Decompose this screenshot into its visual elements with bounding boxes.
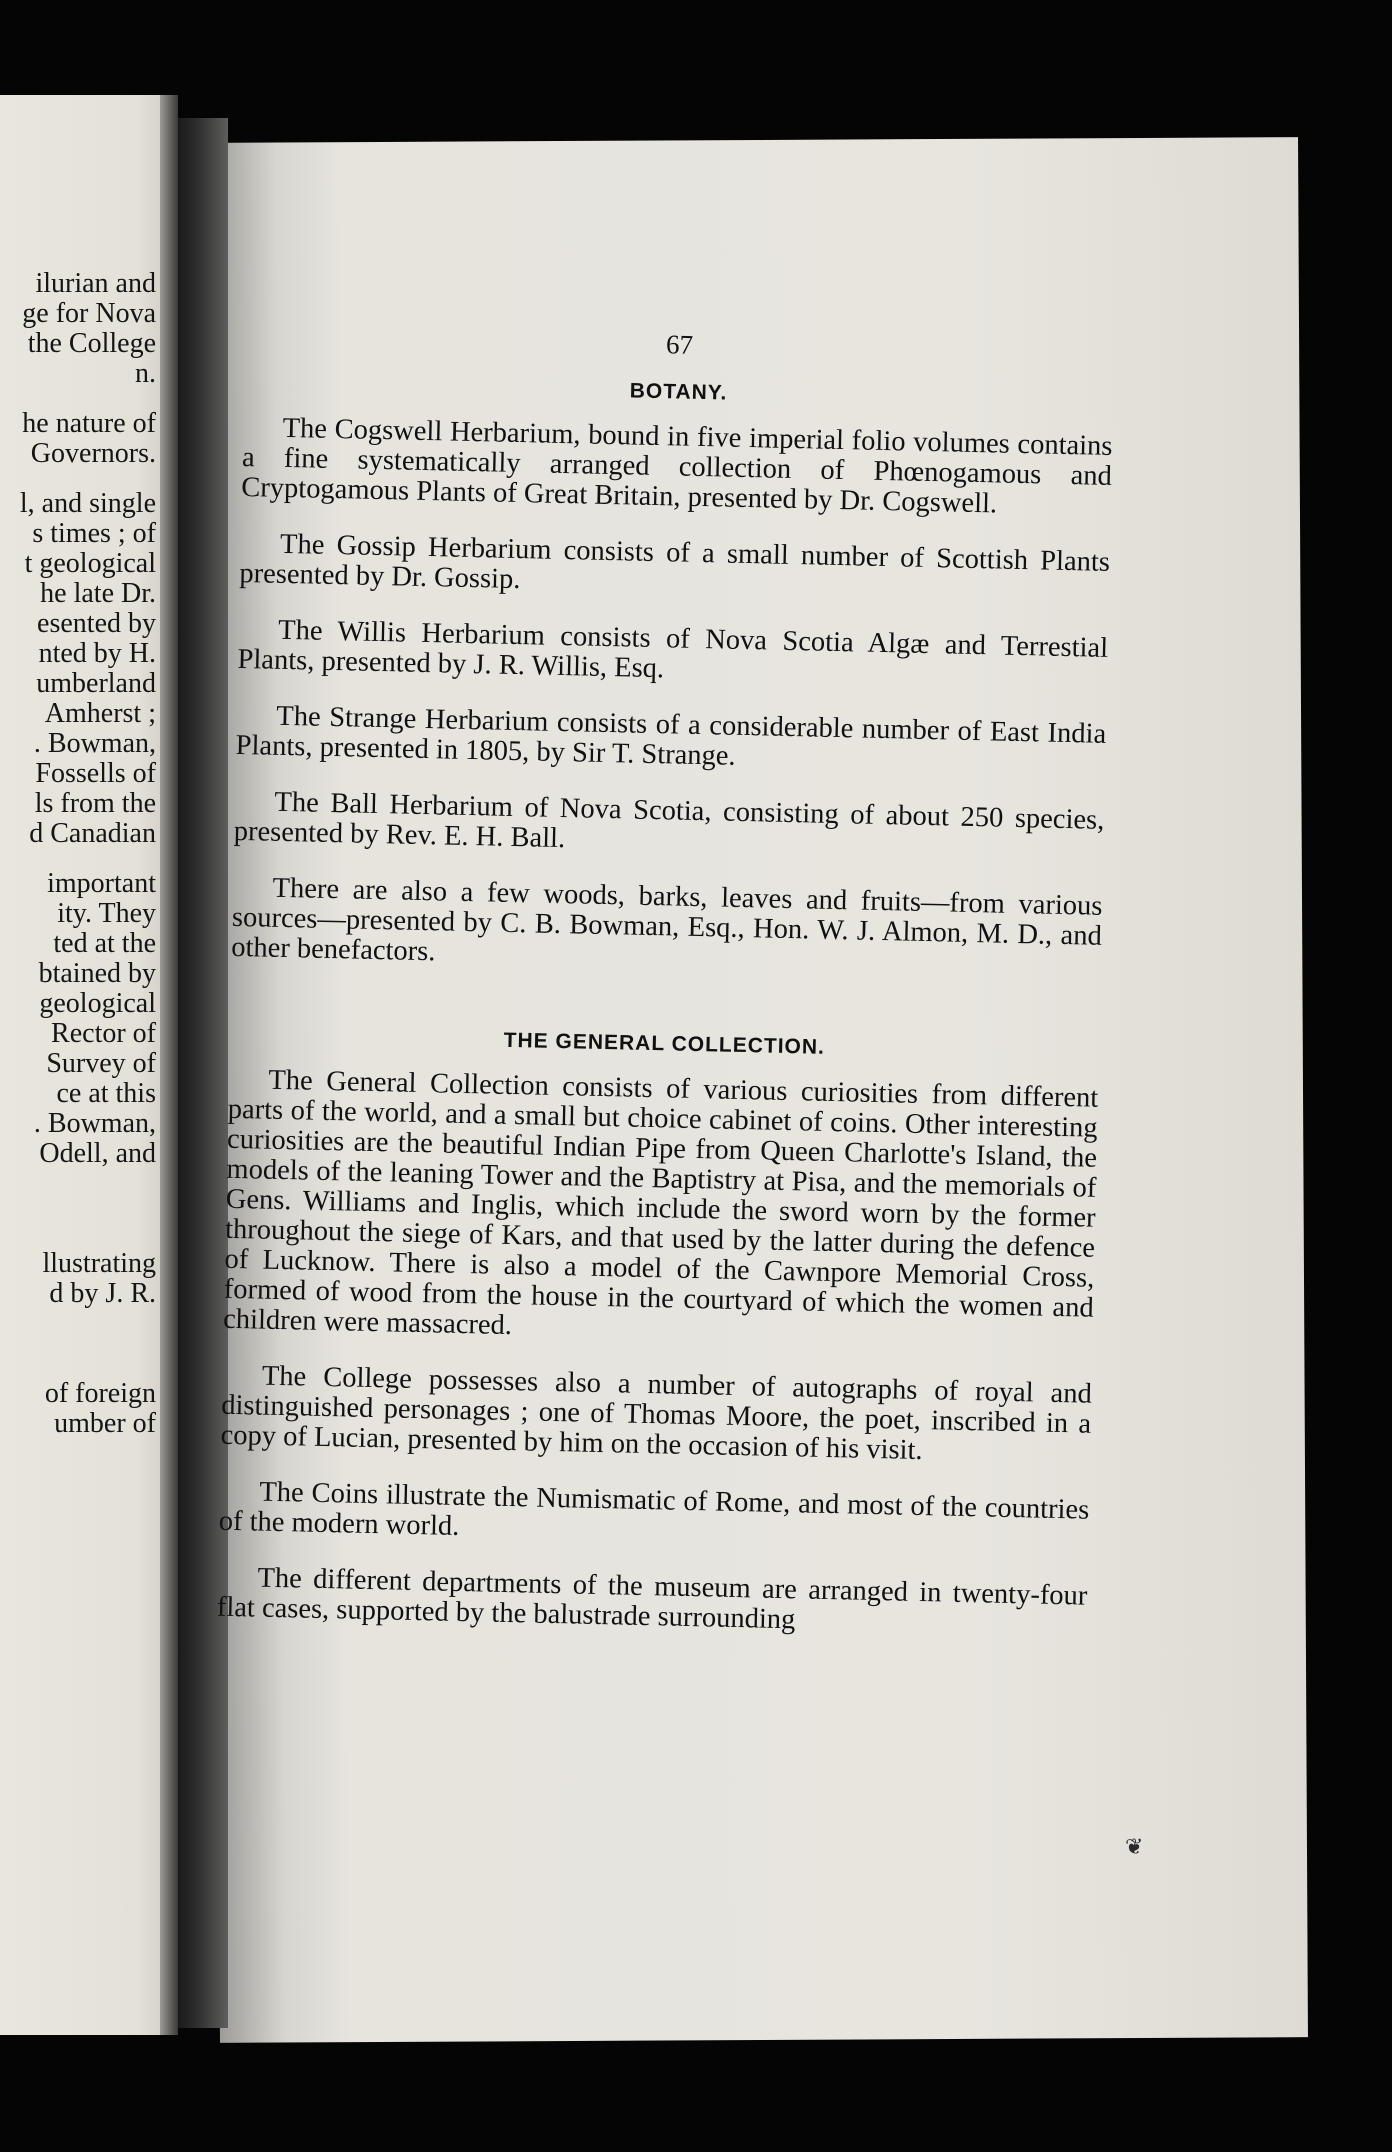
left-page-line: . Bowman, [33, 728, 156, 759]
left-page-line: ge for Nova [22, 298, 156, 329]
left-page-line: l, and single [19, 488, 156, 519]
botany-paragraph: The Gossip Herbarium consists of a small number of Scottish Plants presented by Dr. Gossip. [239, 528, 1111, 596]
left-page-line: Survey of [46, 1048, 156, 1079]
botany-heading: BOTANY. [629, 379, 728, 405]
left-page-line: esented by [37, 608, 156, 639]
botany-paragraph: The Ball Herbarium of Nova Scotia, consisting of about 250 species, presented by Rev. E. H. Ball. [233, 786, 1105, 855]
left-page-line: Rector of [51, 1018, 156, 1049]
left-page-gutter [160, 95, 178, 2035]
left-page-line: of foreign [44, 1378, 156, 1409]
left-page-line: important [47, 868, 156, 899]
general-collection-paragraph: The different departments of the museum are arranged in twenty-four flat cases, supported by the balustrade surrounding [216, 1562, 1088, 1636]
left-page-line: d by J. R. [49, 1278, 156, 1309]
left-page-line: s times ; of [32, 518, 156, 549]
left-page-line: ilurian and [35, 268, 156, 299]
general-collection-paragraph: The Coins illustrate the Numismatic of Rome, and most of the countries of the modern world. [218, 1476, 1090, 1542]
left-page-line: Amherst ; [44, 698, 156, 729]
left-page-line: geological [39, 988, 156, 1019]
left-page-line: the College [27, 328, 156, 359]
left-page-line: btained by [38, 958, 156, 989]
left-page [0, 95, 172, 2035]
left-page-line: n. [135, 358, 156, 389]
left-page-line: ted at the [53, 928, 156, 959]
left-page-line: umberland [36, 668, 156, 699]
page-number: 67 [665, 329, 694, 360]
page-content [216, 320, 1115, 1668]
left-page-line: umber of [54, 1408, 156, 1439]
botany-paragraph: The Cogswell Herbarium, bound in five imperial folio volumes contains a fine systematically arranged collection of Phœnogamous and Cryptogamous Plants of Great Britain, presented by Dr. Cogswell. [241, 412, 1113, 520]
left-page-line: Governors. [30, 438, 156, 469]
binding-shadow [178, 118, 228, 2028]
general-collection-paragraph: The College possesses also a number of autographs of royal and distinguished personages ; one of Thomas Moore, the poet, inscribed in a copy of Lucian, presented by him on the occasion of his visit. [220, 1360, 1093, 1467]
general-collection-paragraph: The General Collection consists of various curiosities from different parts of the world, and a small but choice cabinet of coins. Other interesting curiosities are the beautiful Indian Pipe from Queen Charlotte's Island, the models of the leaning Tower and the Baptistry at Pisa, and the memorials of Gens. Williams and Inglis, which include the sword worn by the former throughout the siege of Kars, and that used by the latter during the defence of Lucknow. There is also a model of the Cawnpore Memorial Cross, formed of wood from the house in the courtyard of which the women and children were massacred. [222, 1064, 1099, 1342]
left-page-line: Odell, and [39, 1138, 156, 1169]
ink-speck: ❦ [1125, 1835, 1144, 1860]
botany-paragraph: There are also a few woods, barks, leaves and fruits—from various sources—presented by C. B. Bowman, Esq., Hon. W. J. Almon, M. D., and other benefactors. [230, 872, 1103, 968]
left-page-line: ce at this [56, 1078, 156, 1109]
left-page-line: Fossells of [35, 758, 156, 789]
botany-paragraph: The Willis Herbarium consists of Nova Scotia Algæ and Terrestial Plants, presented by J. R. Willis, Esq. [237, 614, 1109, 685]
left-page-line: nted by H. [38, 638, 156, 669]
left-page-line: llustrating [42, 1248, 156, 1279]
left-page-line: ls from the [34, 788, 156, 819]
left-page-line: he nature of [22, 408, 156, 439]
general-collection-heading: THE GENERAL COLLECTION. [503, 1028, 826, 1059]
left-page-line: ity. They [57, 898, 156, 929]
left-page-line: he late Dr. [40, 578, 156, 609]
botany-paragraph: The Strange Herbarium consists of a considerable number of East India Plants, presented in 1805, by Sir T. Strange. [235, 700, 1107, 772]
left-page-line: d Canadian [29, 818, 156, 849]
left-page-line: . Bowman, [33, 1108, 156, 1139]
left-page-line: t geological [24, 548, 156, 579]
